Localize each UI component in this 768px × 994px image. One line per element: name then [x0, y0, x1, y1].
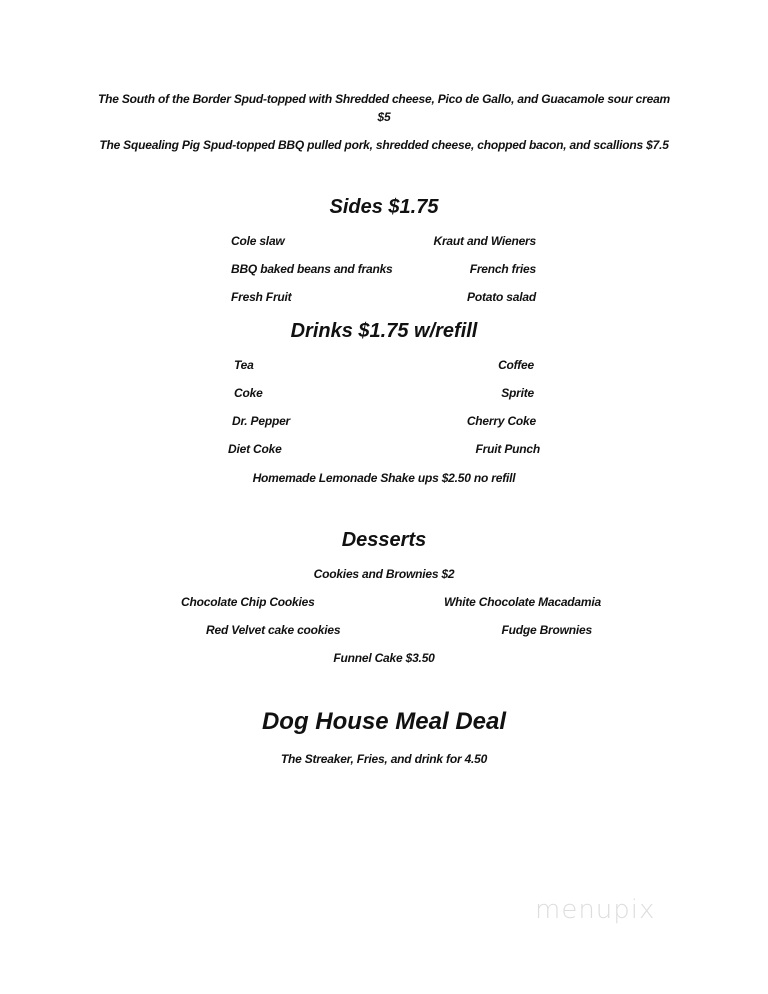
drink-item: Cherry Coke	[466, 414, 536, 428]
drink-item: Tea	[234, 358, 254, 372]
dessert-item: Red Velvet cake cookies	[206, 623, 341, 637]
spud-south-of-border-price: $5	[377, 110, 391, 124]
side-item: Cole slaw	[231, 234, 285, 248]
drink-item: Fruit Punch	[475, 442, 540, 456]
sides-heading: Sides $1.75	[329, 196, 439, 218]
lemonade-note: Homemade Lemonade Shake ups $2.50 no refill	[252, 471, 516, 485]
meal-deal-text: The Streaker, Fries, and drink for 4.50	[280, 752, 488, 766]
side-item: BBQ baked beans and franks	[231, 262, 393, 276]
side-item: Kraut and Wieners	[433, 234, 536, 248]
drink-item: Sprite	[501, 386, 534, 400]
dessert-item: Chocolate Chip Cookies	[181, 595, 315, 609]
side-item: Potato salad	[467, 290, 536, 304]
side-item: French fries	[469, 262, 536, 276]
menupix-watermark: menupix	[535, 895, 656, 925]
meal-deal-heading: Dog House Meal Deal	[261, 708, 507, 735]
desserts-subtitle: Cookies and Brownies $2	[313, 567, 455, 581]
drink-item: Dr. Pepper	[232, 414, 291, 428]
dessert-item: White Chocolate Macadamia	[443, 595, 601, 609]
spud-squealing-pig: The Squealing Pig Spud-topped BBQ pulled pork, shredded cheese, chopped bacon, and scallions $7.5	[99, 138, 669, 152]
dessert-item: Fudge Brownies	[501, 623, 592, 637]
drink-item: Diet Coke	[228, 442, 282, 456]
desserts-heading: Desserts	[341, 529, 427, 551]
drinks-heading: Drinks $1.75 w/refill	[290, 320, 478, 342]
drink-item: Coffee	[498, 358, 534, 372]
spud-south-of-border: The South of the Border Spud-topped with Shredded cheese, Pico de Gallo, and Guacamole sour cream	[97, 92, 671, 106]
drink-item: Coke	[234, 386, 263, 400]
side-item: Fresh Fruit	[231, 290, 292, 304]
funnel-cake: Funnel Cake $3.50	[333, 651, 435, 665]
